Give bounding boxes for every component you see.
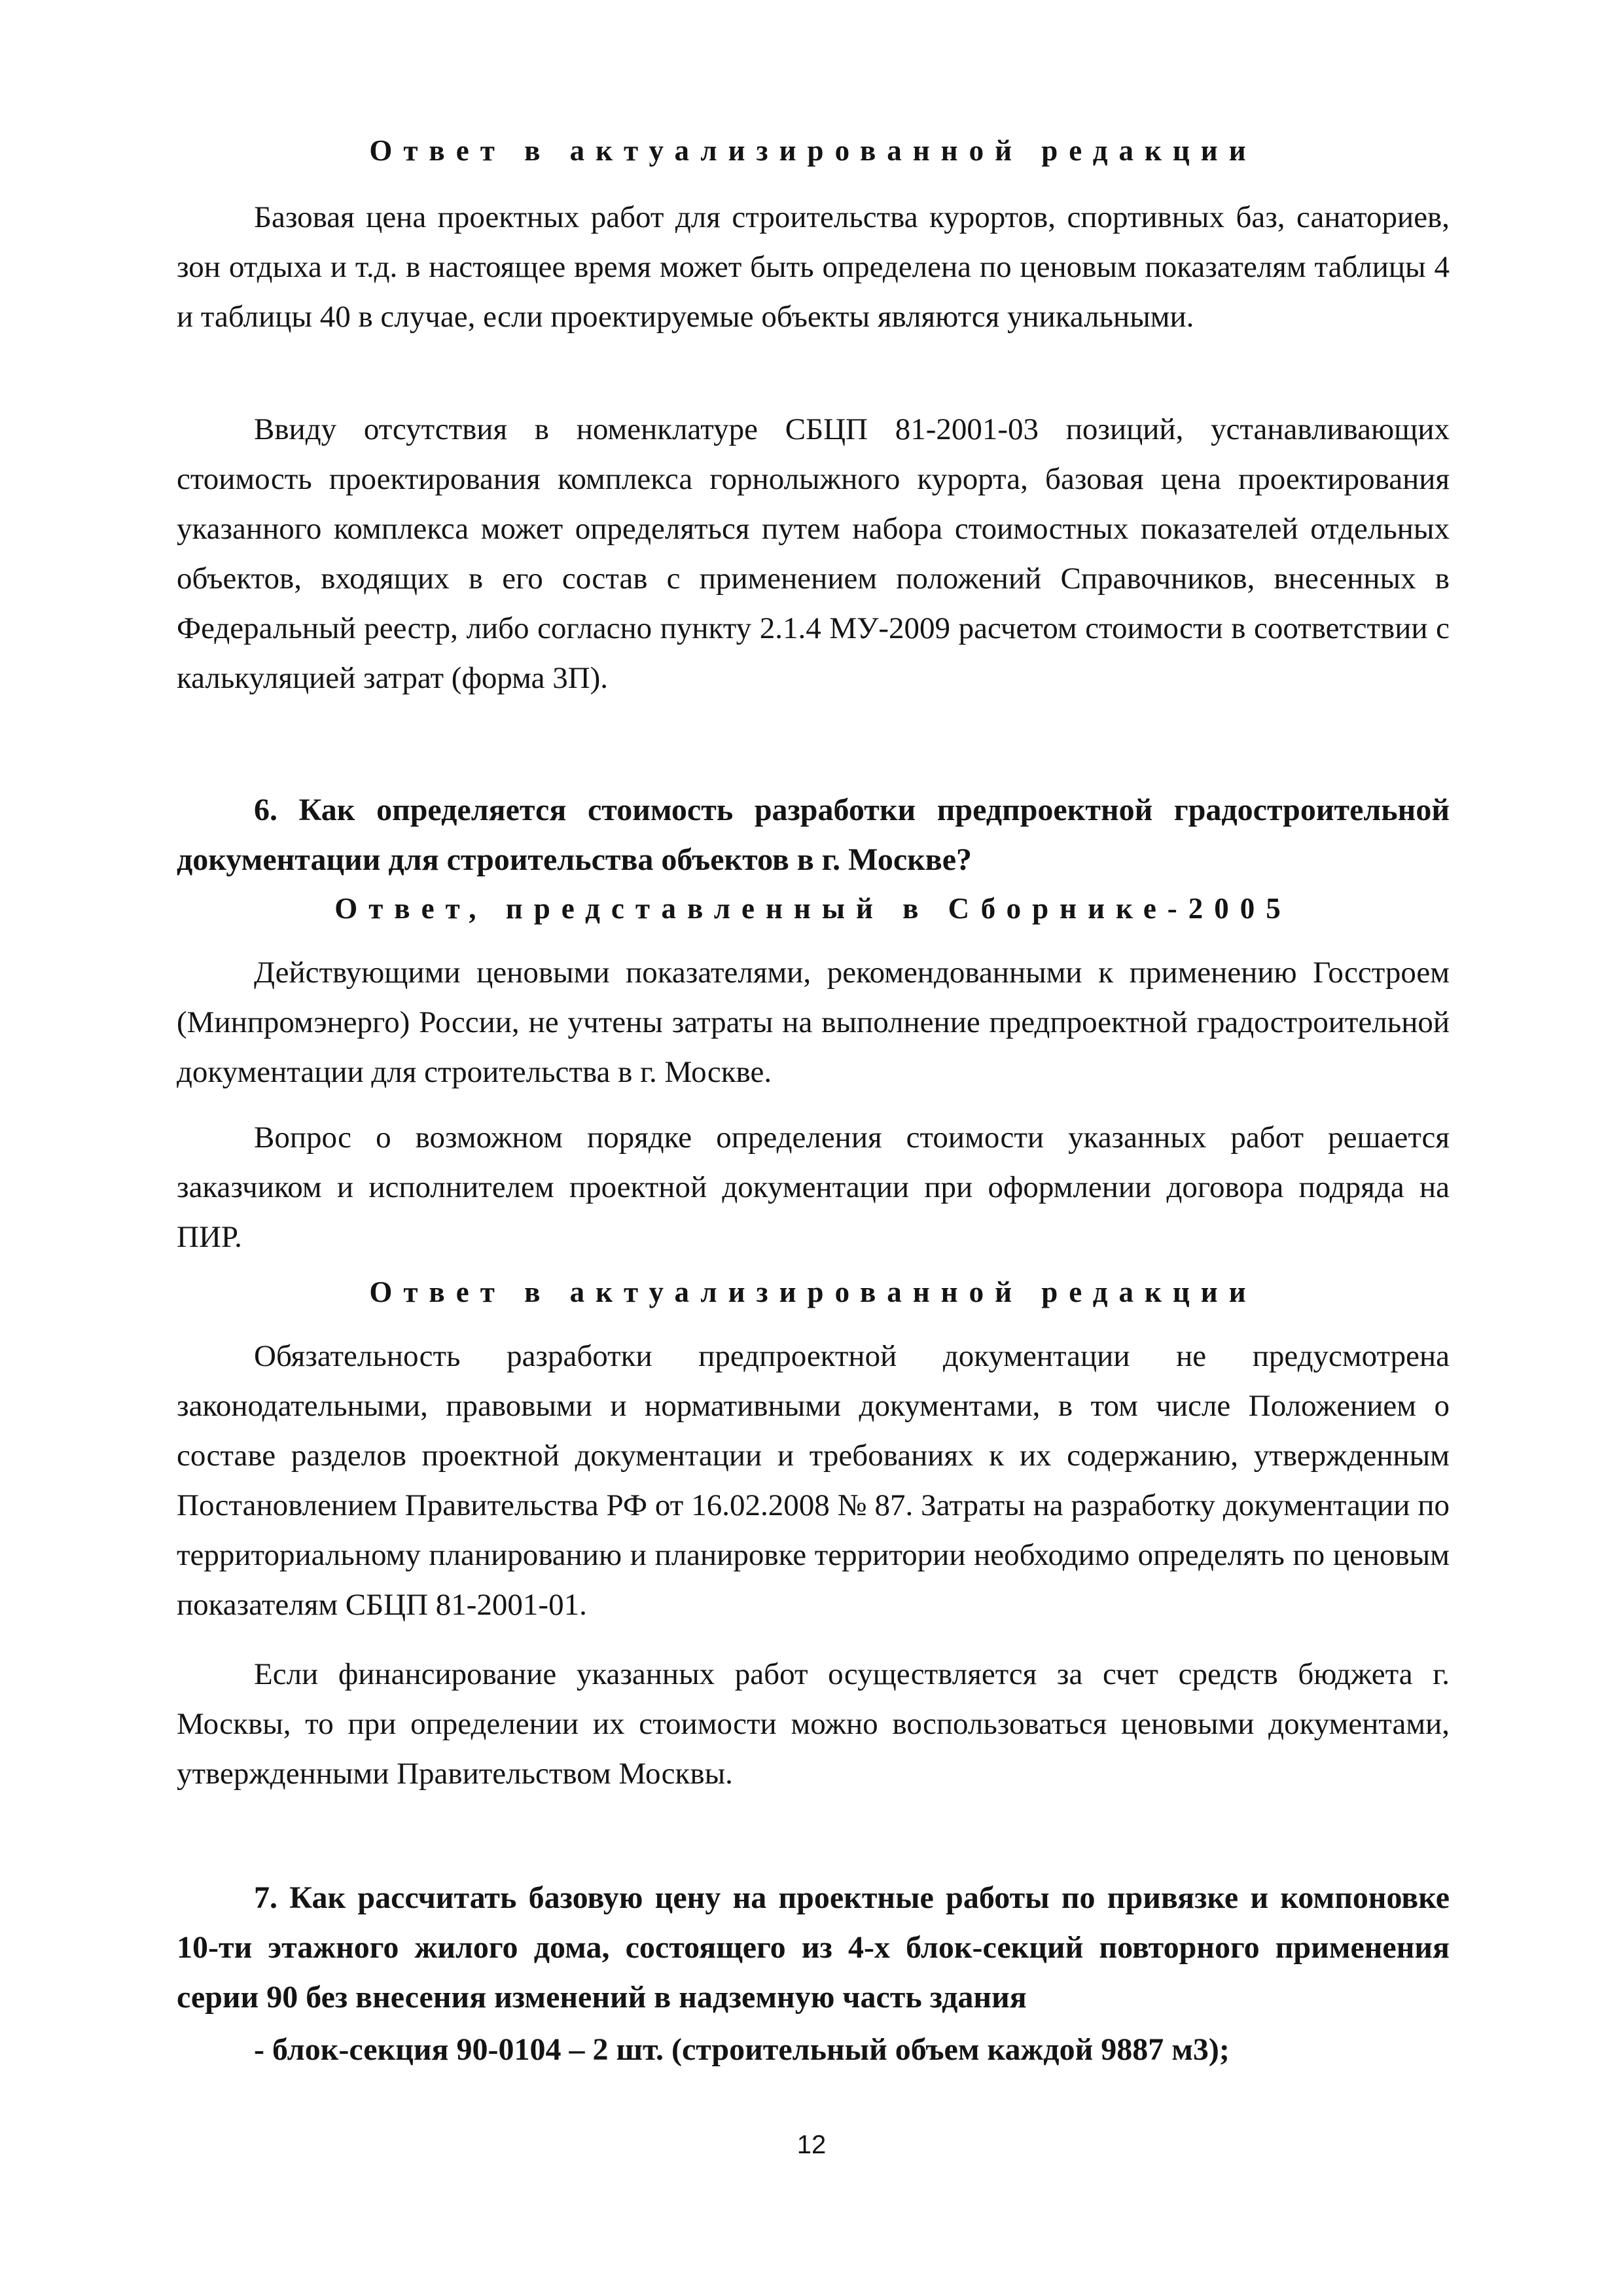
question-7-item-block-section: - блок-секция 90-0104 – 2 шт. (строительный объем каждой 9887 м3); (254, 2032, 1230, 2067)
page-number: 12 (796, 2130, 827, 2159)
paragraph-price-indicators-2005: Действующими ценовыми показателями, рекомендованными к применению Госстроем (Минпромэнерго) России, не учтены затраты на выполнение предпроектной градостроительной документации для строительства в г. Москве. (177, 956, 1450, 1089)
question-6-title: 6. Как определяется стоимость разработки предпроектной градостроительной документации для строительства объектов в г. Москве? (177, 793, 1450, 877)
answer-updated-heading-2: Ответ в актуализированной редакции (369, 1276, 1257, 1308)
paragraph-base-price-resorts: Базовая цена проектных работ для строительства курортов, спортивных баз, санаториев, зон отдыха и т.д. в настоящее время может быть определена по ценовым показателям таблицы 4 и таблицы 40 в случае, если проектируемые объекты являются уникальными. (177, 200, 1450, 334)
answer-2005-heading: Ответ, представленный в Сборнике-2005 (334, 892, 1292, 925)
paragraph-cost-procedure: Вопрос о возможном порядке определения стоимости указанных работ решается заказчиком и исполнителем проектной документации при оформлении договора подряда на ПИР. (177, 1121, 1450, 1254)
answer-updated-heading-1: Ответ в актуализированной редакции (369, 134, 1257, 167)
paragraph-moscow-budget: Если финансирование указанных работ осуществляется за счет средств бюджета г. Москвы, то при определении их стоимости можно воспользоваться ценовыми документами, утвержденными Правительством Москвы. (177, 1657, 1450, 1791)
paragraph-ski-resort-pricing: Ввиду отсутствия в номенклатуре СБЦП 81-2001-03 позиций, устанавливающих стоимость проектирования комплекса горнолыжного курорта, базовая цена проектирования указанного комплекса может определяться путем набора стоимостных показателей отдельных объектов, входящих в его состав с применением положений Справочников, внесенных в Федеральный реестр, либо согласно пункту 2.1.4 МУ-2009 расчетом стоимости в соответствии с калькуляцией затрат (форма 3П). (177, 412, 1450, 695)
paragraph-preproject-obligation: Обязательность разработки предпроектной документации не предусмотрена законодательными, правовыми и нормативными документами, в том числе Положением о составе разделов проектной документации и требованиях к их содержанию, утвержденным Постановлением Правительства РФ от 16.02.2008 № 87. Затраты на разработку документации по территориальному планированию и планировке территории необходимо определять по ценовым показателям СБЦП 81-2001-01. (177, 1339, 1450, 1622)
question-7-title: 7. Как рассчитать базовую цену на проектные работы по привязке и компоновке 10-ти этажного жилого дома, состоящего из 4-х блок-секций повторного применения серии 90 без внесения изменений в надземную часть здания (177, 1880, 1450, 2015)
